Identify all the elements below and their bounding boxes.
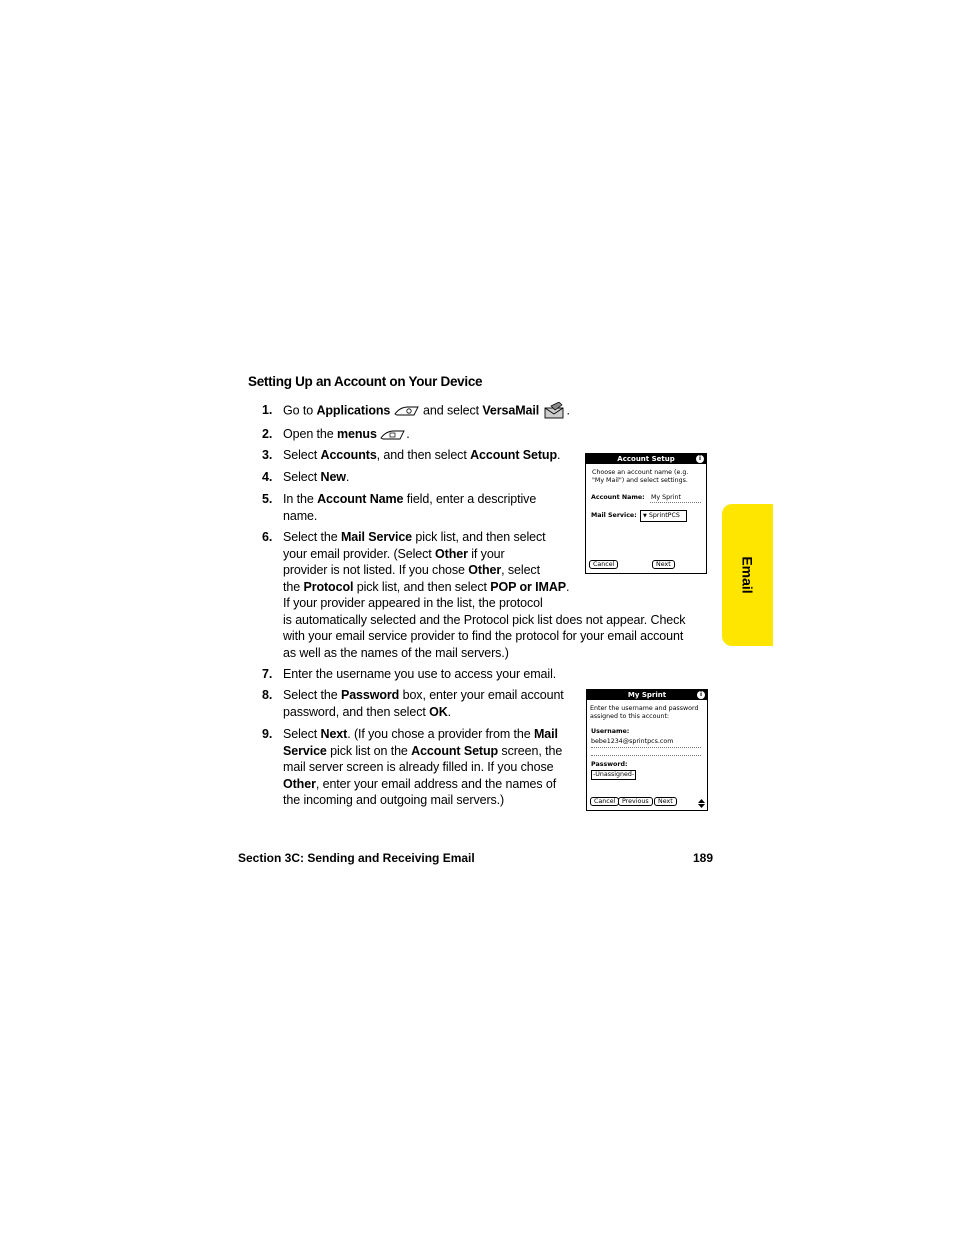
field-underline [591,755,701,756]
account-name-label: Account Name: [591,494,645,501]
step-text: and select [423,403,483,418]
step-number: 4. [262,470,273,484]
previous-button: Previous [618,797,653,806]
step-number: 5. [262,492,273,506]
field-underline [591,747,701,748]
section-tab-label: Email [739,556,756,594]
step-number: 6. [262,530,273,544]
section-tab [722,504,773,646]
account-name-term: Account Name [317,492,404,506]
new-term: New [320,470,346,484]
versamail-term: VersaMail [482,403,540,418]
screen-intro: Choose an account name (e.g. [592,469,689,476]
next-term: Next [320,727,348,741]
versamail-icon [543,402,567,420]
password-term: Password [340,688,400,702]
info-icon: i [696,455,704,463]
footer-section: Section 3C: Sending and Receiving Email [238,851,475,865]
screen-intro: "My Mail") and select settings. [592,477,688,484]
menu-icon [380,429,406,441]
mail-service-term: Mail Service [340,530,413,544]
protocol-term: Protocol [303,579,354,594]
step-number: 1. [262,403,273,417]
mail-service-label: Mail Service: [591,512,637,519]
dropdown-arrow-icon: ▼ [643,513,647,519]
screen-title: Account Setup [586,454,706,464]
next-button: Next [652,560,675,569]
my-sprint-screenshot [586,689,708,811]
field-underline [650,502,701,503]
step-text: Enter the username you use to access your email. [283,667,557,681]
menus-term: menus [337,427,377,441]
account-setup-term: Account Setup [470,448,557,462]
screen-intro: Enter the username and password [590,705,699,712]
section-heading: Setting Up an Account on Your Device [248,374,483,389]
screen-intro: assigned to this account: [590,713,670,720]
username-field: bebe1234@sprintpcs.com [591,738,674,745]
ok-term: OK [429,704,448,719]
scroll-arrows-icon [698,799,705,808]
step-text: Open the [283,427,338,441]
cancel-button: Cancel [589,560,618,569]
applications-term: Applications [316,403,391,418]
cancel-button: Cancel [590,797,619,806]
username-label: Username: [591,728,630,735]
step-number: 9. [262,727,273,741]
account-name-field: My Sprint [651,494,681,501]
password-label: Password: [591,761,628,768]
step-text: Go to [283,403,317,418]
info-icon: i [697,691,705,699]
step-number: 2. [262,427,273,441]
step-number: 8. [262,688,273,702]
step-number: 3. [262,448,273,462]
account-setup-screenshot [585,453,707,574]
applications-icon [394,405,420,417]
accounts-term: Accounts [320,448,377,462]
screen-title: My Sprint [587,690,707,700]
password-box: -Unassigned- [593,771,635,778]
step-number: 7. [262,667,273,681]
mail-service-picklist: ▼ SprintPCS [640,510,687,522]
next-button: Next [654,797,677,806]
page-number: 189 [693,851,714,865]
